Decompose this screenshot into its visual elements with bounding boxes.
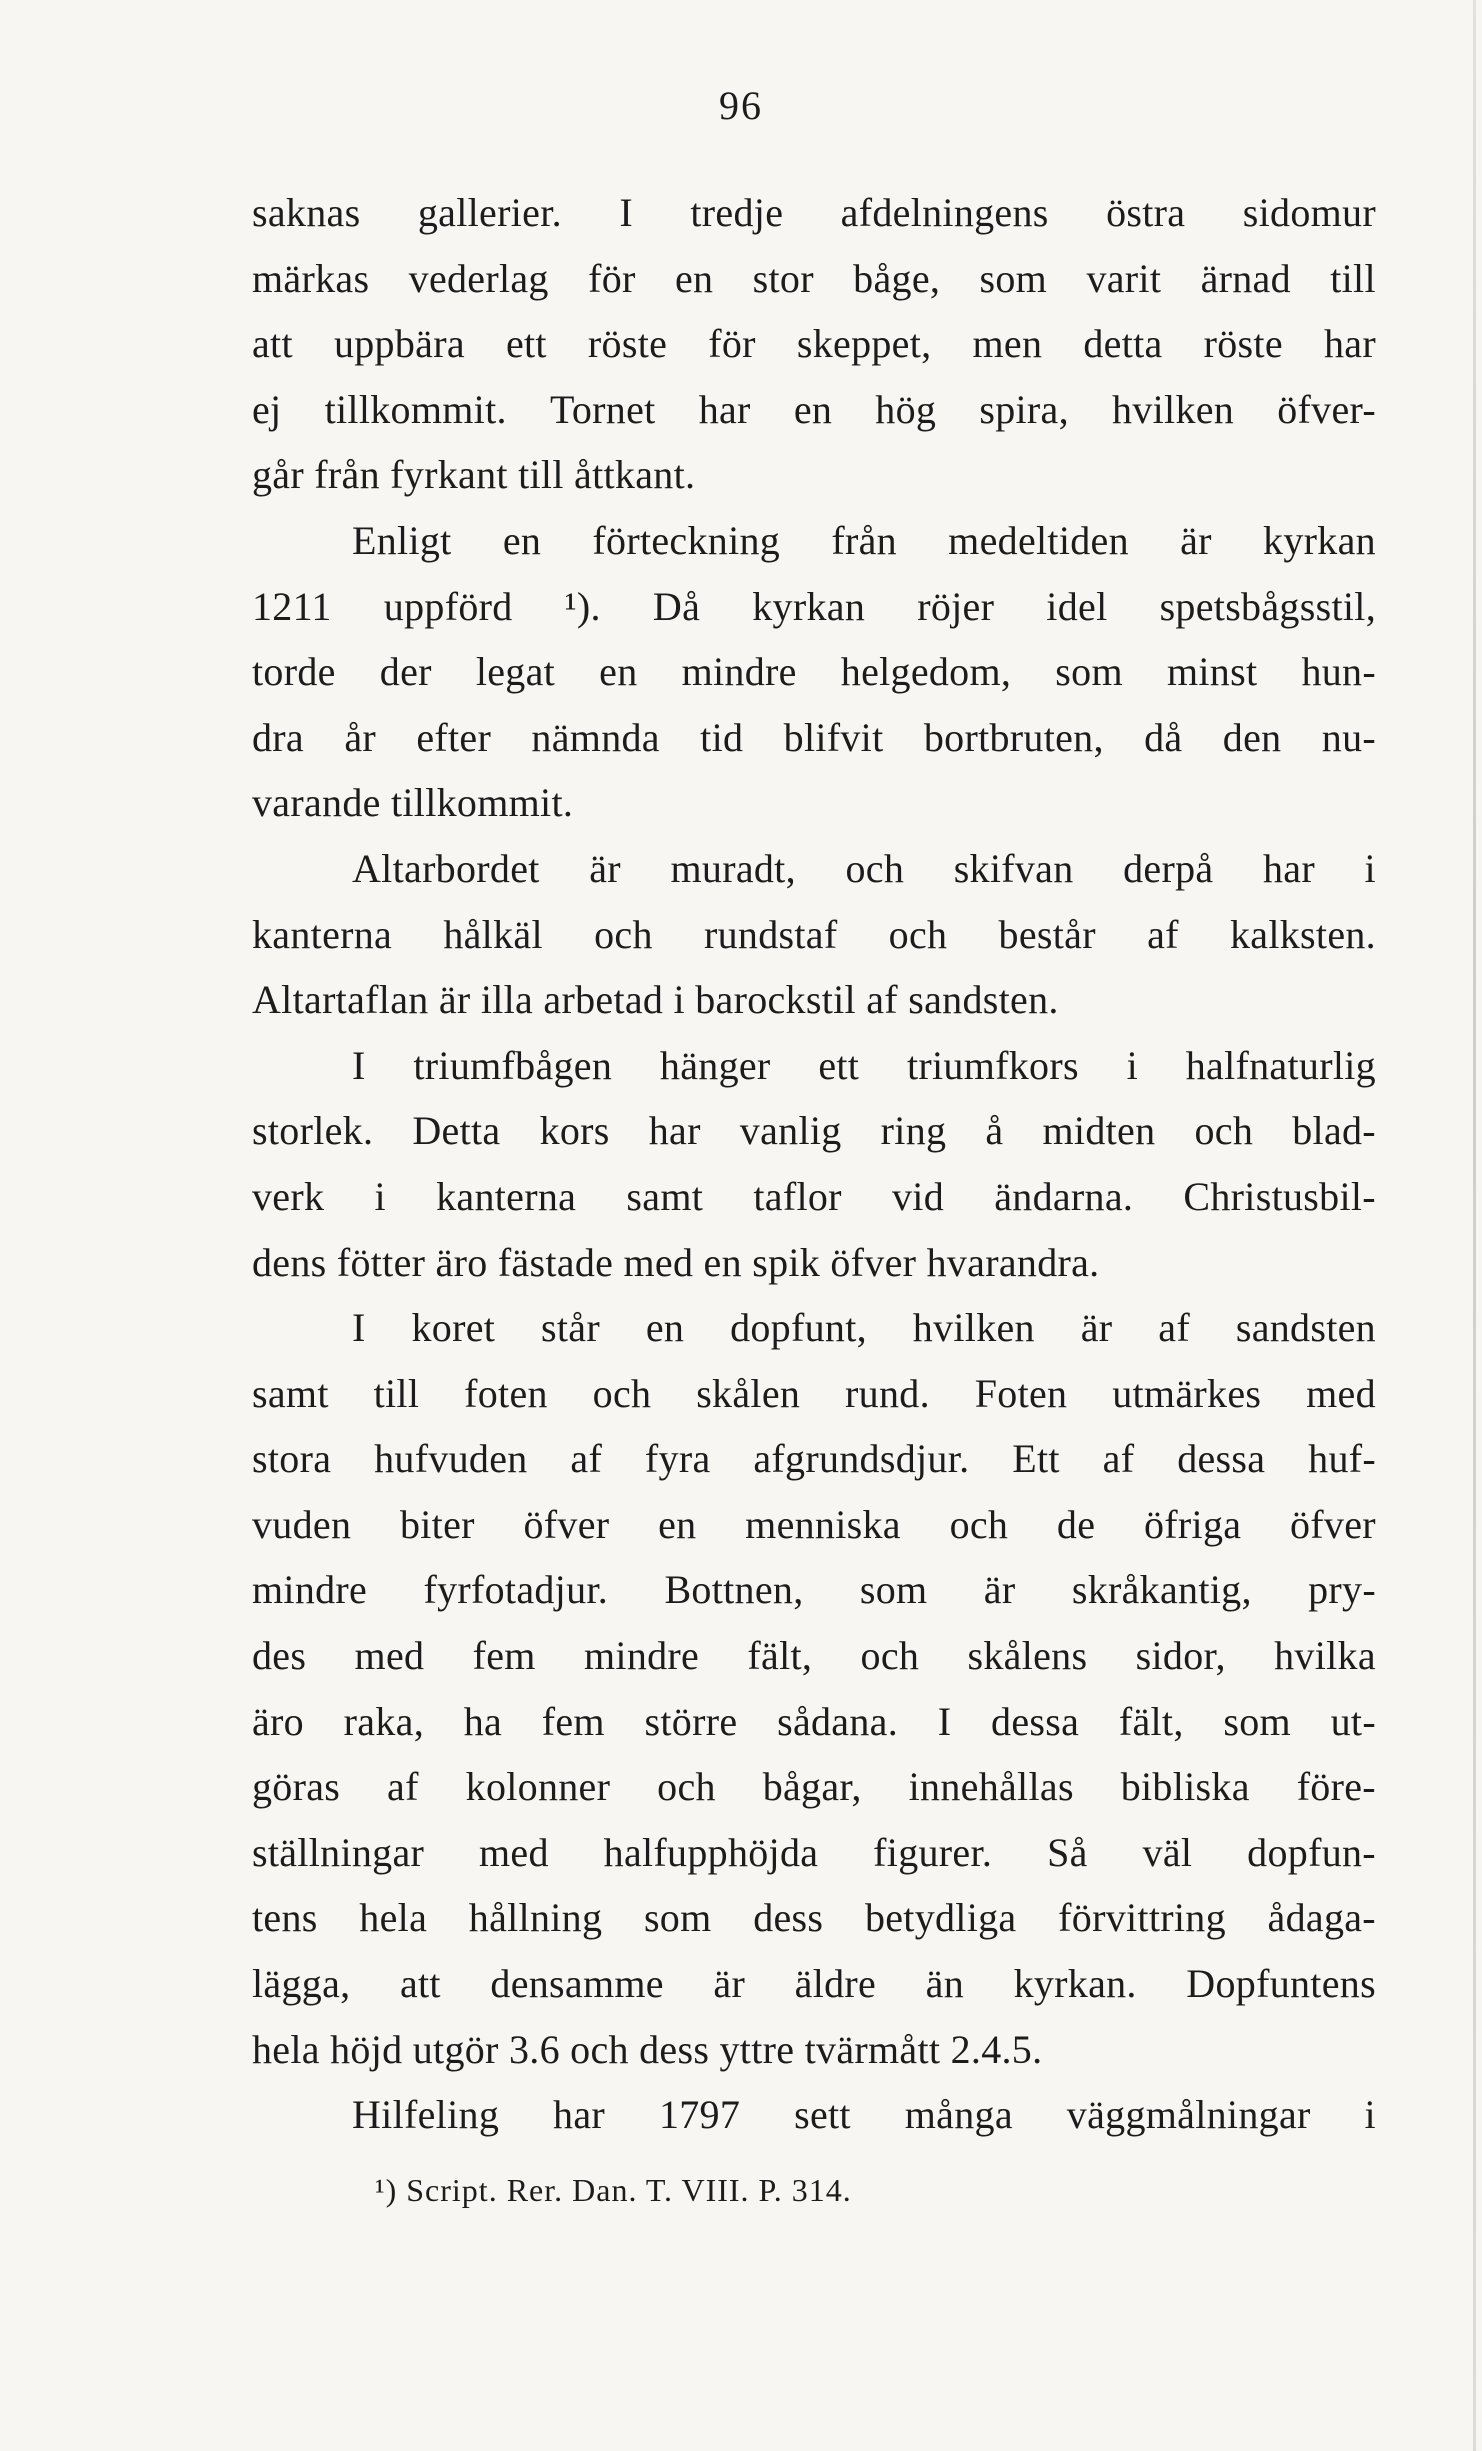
text-line	[252, 246, 1376, 312]
word: I	[619, 190, 633, 235]
word: och	[594, 911, 653, 957]
text-line	[252, 1557, 1376, 1623]
word: idel	[1046, 583, 1108, 629]
word: som	[979, 255, 1048, 301]
word: hög	[875, 386, 937, 432]
word: är	[1180, 517, 1212, 563]
body-text	[252, 180, 1376, 2148]
word: Bottnen,	[664, 1567, 804, 1613]
word: har	[648, 1108, 701, 1154]
word: rundstaf	[703, 911, 838, 957]
word: triumfbågen	[413, 1042, 613, 1088]
word: nämnda	[531, 714, 660, 760]
word: I	[352, 1042, 366, 1088]
word: dessa	[991, 1698, 1080, 1744]
text-line	[252, 770, 1376, 836]
word: hvilka	[1274, 1633, 1376, 1679]
word: före-	[1296, 1764, 1376, 1810]
word: kanterna	[252, 911, 393, 957]
word: Då	[652, 583, 701, 629]
word: kolonner	[465, 1764, 611, 1810]
word: många	[904, 2092, 1013, 2138]
word: står	[541, 1305, 600, 1351]
word: till	[1330, 255, 1376, 301]
word: detta	[1083, 321, 1163, 367]
word: utmärkes	[1112, 1370, 1262, 1416]
word: skålen	[696, 1370, 801, 1416]
word: hänger	[659, 1042, 771, 1088]
word: kalksten.	[1229, 911, 1376, 957]
word: röste	[1203, 321, 1283, 367]
word: Foten	[974, 1370, 1068, 1416]
word: kanterna	[436, 1173, 577, 1219]
text-line	[252, 1033, 1376, 1099]
word: men	[972, 321, 1043, 367]
word: I	[352, 1305, 366, 1351]
word: mindre	[252, 1567, 368, 1613]
word: väl	[1142, 1829, 1193, 1875]
word: den	[1222, 714, 1282, 760]
text-line	[252, 442, 1376, 508]
word: en	[793, 386, 833, 432]
word: af	[1102, 1436, 1135, 1482]
word: hvilken	[912, 1305, 1035, 1351]
word: midten	[1042, 1108, 1156, 1154]
word: och	[592, 1370, 652, 1416]
text-line	[252, 1164, 1376, 1230]
word: å	[985, 1108, 1004, 1154]
word: afgrundsdjur.	[753, 1436, 970, 1482]
word: vid	[892, 1173, 945, 1219]
text-line	[252, 508, 1376, 574]
word: samt	[626, 1173, 704, 1219]
word: gallerier.	[417, 190, 562, 235]
word: en	[599, 649, 638, 695]
word: än	[925, 1961, 965, 2007]
word: en	[658, 1501, 697, 1547]
word: tillkommit.	[324, 386, 507, 432]
word: har	[1263, 845, 1315, 891]
word: fem	[472, 1633, 536, 1679]
word: är	[589, 845, 621, 891]
text-line	[252, 574, 1376, 640]
word: dess	[753, 1895, 824, 1941]
word: stor	[752, 255, 814, 301]
word: år	[344, 714, 376, 760]
word: de	[1056, 1501, 1096, 1547]
word: huf-	[1308, 1436, 1376, 1482]
word: bågar,	[762, 1764, 862, 1810]
word: östra	[1106, 190, 1186, 235]
text-line	[252, 2017, 1376, 2083]
word: hela	[359, 1895, 428, 1941]
text-line-content: går från fyrkant till åttkant.	[252, 452, 696, 498]
word: Hilfeling	[352, 2092, 500, 2138]
word: biter	[399, 1501, 475, 1547]
word: ärnad	[1200, 255, 1291, 301]
word: uppförd	[383, 583, 513, 629]
word: dopfun-	[1247, 1829, 1376, 1875]
word: i	[374, 1173, 386, 1219]
word: ett	[505, 321, 547, 367]
word: Altarbordet	[352, 845, 540, 891]
word: vederlag	[408, 255, 549, 301]
word: legat	[475, 649, 556, 695]
text-line	[252, 2082, 1376, 2148]
text-line	[252, 705, 1376, 771]
word: en	[674, 255, 714, 301]
word: och	[860, 1633, 920, 1679]
word: dopfunt,	[730, 1305, 867, 1351]
word: röjer	[917, 583, 995, 629]
word: figurer.	[873, 1829, 993, 1875]
word: fyra	[644, 1436, 711, 1482]
word: Ett	[1012, 1436, 1060, 1482]
word: ut-	[1330, 1698, 1376, 1744]
word: vanlig	[739, 1108, 842, 1154]
word: göras	[252, 1764, 341, 1810]
word: fält,	[747, 1633, 813, 1679]
word: rund.	[845, 1370, 930, 1416]
word: kyrkan	[752, 583, 866, 629]
word: att	[399, 1961, 441, 2007]
word: Dopfuntens	[1186, 1961, 1376, 2007]
word: har	[553, 2092, 606, 2138]
word: halfupphöjda	[603, 1829, 819, 1875]
word: fyrfotadjur.	[423, 1567, 609, 1613]
word: öfver-	[1277, 386, 1376, 432]
word: af	[1147, 911, 1179, 957]
word: raka,	[343, 1698, 424, 1744]
word: dra	[252, 714, 304, 760]
word: i	[1126, 1042, 1138, 1088]
word: foten	[464, 1370, 548, 1416]
word: helgedom,	[840, 649, 1012, 695]
word: blad-	[1292, 1108, 1376, 1154]
word: koret	[411, 1305, 496, 1351]
word: stora	[252, 1436, 332, 1482]
word: ring	[880, 1108, 947, 1154]
word: väggmålningar	[1066, 2092, 1311, 2138]
word: förteckning	[592, 517, 781, 563]
word: samt	[252, 1370, 329, 1416]
word: saknas	[252, 190, 361, 235]
word: nu-	[1321, 714, 1376, 760]
word: uppbära	[333, 321, 465, 367]
text-line	[252, 1230, 1376, 1296]
word: densamme	[490, 1961, 664, 2007]
word: hållning	[468, 1895, 603, 1941]
word: till	[373, 1370, 420, 1416]
word: spira,	[979, 386, 1069, 432]
text-line	[252, 639, 1376, 705]
word: som	[1055, 649, 1123, 695]
word: Christusbil-	[1183, 1173, 1376, 1219]
word: som	[1223, 1698, 1291, 1744]
word: verk	[252, 1173, 325, 1219]
word: mindre	[584, 1633, 700, 1679]
word: menniska	[745, 1501, 901, 1547]
word: från	[831, 517, 897, 563]
word: kyrkan	[1263, 517, 1376, 563]
text-line	[252, 836, 1376, 902]
word: lägga,	[252, 1961, 351, 2007]
text-line	[252, 1492, 1376, 1558]
text-line-content: Altartaflan är illa arbetad i barockstil af sandsten.	[252, 977, 1059, 1023]
word: Så	[1047, 1829, 1088, 1875]
word: efter	[416, 714, 492, 760]
text-line	[252, 377, 1376, 443]
word: dessa	[1177, 1436, 1266, 1482]
word: skeppet,	[796, 321, 932, 367]
text-line	[252, 1426, 1376, 1492]
text-line	[252, 1623, 1376, 1689]
word: och	[888, 911, 948, 957]
word: torde	[252, 649, 336, 695]
word: hufvuden	[374, 1436, 528, 1482]
word: innehållas	[908, 1764, 1074, 1810]
text-line	[252, 967, 1376, 1033]
word: i	[1364, 2092, 1376, 2138]
word: ¹).	[564, 583, 601, 629]
word: båge,	[853, 255, 941, 301]
word: taflor	[753, 1173, 842, 1219]
word: fem	[541, 1698, 605, 1744]
word: med	[479, 1829, 549, 1875]
word: förvittring	[1058, 1895, 1226, 1941]
word: för	[708, 321, 756, 367]
word: ha	[463, 1698, 503, 1744]
word: vuden	[252, 1501, 352, 1547]
word: äro	[252, 1698, 304, 1744]
word: tredje	[690, 190, 784, 235]
text-line-content: dens fötter äro fästade med en spik öfver hvarandra.	[252, 1239, 1100, 1285]
word: triumfkors	[906, 1042, 1079, 1088]
word: hvilken	[1112, 386, 1235, 432]
word: skålens	[967, 1633, 1088, 1679]
word: märkas	[252, 255, 370, 301]
word: af	[1158, 1305, 1190, 1351]
word: och	[1194, 1108, 1254, 1154]
word: med	[1306, 1370, 1376, 1416]
word: är	[713, 1961, 746, 2007]
word: minst	[1166, 649, 1258, 695]
text-line	[252, 180, 1376, 246]
word: som	[643, 1895, 712, 1941]
word: Enligt	[352, 517, 452, 563]
word: ej	[252, 386, 282, 432]
word: derpå	[1123, 845, 1214, 891]
word: halfnaturlig	[1185, 1042, 1376, 1088]
word: skråkantig,	[1071, 1567, 1252, 1613]
word: Detta	[412, 1108, 501, 1154]
word: des	[252, 1633, 307, 1679]
text-line	[252, 1295, 1376, 1361]
word: der	[379, 649, 432, 695]
page-number: 96	[719, 83, 763, 128]
text-line	[252, 1754, 1376, 1820]
word: hålkäl	[443, 911, 543, 957]
word: blifvit	[783, 714, 884, 760]
word: öfriga	[1143, 1501, 1242, 1547]
word: och	[657, 1764, 716, 1810]
word: sidomur	[1242, 190, 1376, 235]
word: är	[1080, 1305, 1113, 1351]
word: är	[983, 1567, 1016, 1613]
word: ändarna.	[994, 1173, 1134, 1219]
text-line-content: varande tillkommit.	[252, 780, 574, 826]
word: mindre	[681, 649, 797, 695]
word: afdelningens	[840, 190, 1049, 235]
word: öfver	[523, 1501, 610, 1547]
word: i	[1364, 845, 1376, 891]
word: sidor,	[1135, 1633, 1226, 1679]
word: I	[937, 1698, 952, 1744]
word: Tornet	[549, 386, 656, 432]
word: äldre	[794, 1961, 877, 2007]
text-line	[252, 311, 1376, 377]
word: har	[1323, 321, 1376, 367]
word: som	[859, 1567, 928, 1613]
word: tens	[252, 1895, 318, 1941]
word: muradt,	[670, 845, 796, 891]
text-line-content: hela höjd utgör 3.6 och dess yttre tvärmått 2.4.5.	[252, 2026, 1043, 2072]
word: varit	[1086, 255, 1162, 301]
word: ställningar	[252, 1829, 425, 1875]
word: består	[998, 911, 1096, 957]
word: bibliska	[1120, 1764, 1250, 1810]
word: 1211	[252, 583, 332, 629]
word: en	[502, 517, 542, 563]
text-line	[252, 1689, 1376, 1755]
text-line	[252, 1951, 1376, 2017]
word: bortbruten,	[923, 714, 1104, 760]
word: hun-	[1301, 649, 1376, 695]
word: kyrkan.	[1013, 1961, 1137, 2007]
word: för	[588, 255, 636, 301]
word: pry-	[1308, 1567, 1376, 1613]
word: då	[1144, 714, 1183, 760]
word: röste	[587, 321, 668, 367]
word: 1797	[658, 2092, 741, 2138]
word: storlek.	[252, 1108, 374, 1154]
word: sandsten	[1235, 1305, 1376, 1351]
text-line	[252, 902, 1376, 968]
word: att	[252, 321, 293, 367]
word: med	[354, 1633, 425, 1679]
word: skifvan	[953, 845, 1074, 891]
word: en	[645, 1305, 685, 1351]
text-line	[252, 1098, 1376, 1164]
word: har	[698, 386, 751, 432]
word: af	[387, 1764, 419, 1810]
word: ett	[818, 1042, 860, 1088]
word: fält,	[1118, 1698, 1184, 1744]
word: öfver	[1290, 1501, 1376, 1547]
text-line	[252, 1820, 1376, 1886]
footnote: ¹) Script. Rer. Dan. T. VIII. P. 314.	[375, 2172, 852, 2208]
word: spetsbågsstil,	[1159, 583, 1376, 629]
word: medeltiden	[948, 517, 1129, 563]
word: och	[845, 845, 905, 891]
word: sett	[794, 2092, 851, 2138]
page-edge-shadow	[1473, 0, 1476, 2451]
text-line	[252, 1885, 1376, 1951]
word: af	[570, 1436, 603, 1482]
word: större	[644, 1698, 738, 1744]
word: betydliga	[864, 1895, 1017, 1941]
word: kors	[539, 1108, 610, 1154]
word: sådana.	[777, 1698, 899, 1744]
word: tid	[700, 714, 744, 760]
word: och	[949, 1501, 1009, 1547]
text-line	[252, 1361, 1376, 1427]
word: ådaga-	[1267, 1895, 1376, 1941]
